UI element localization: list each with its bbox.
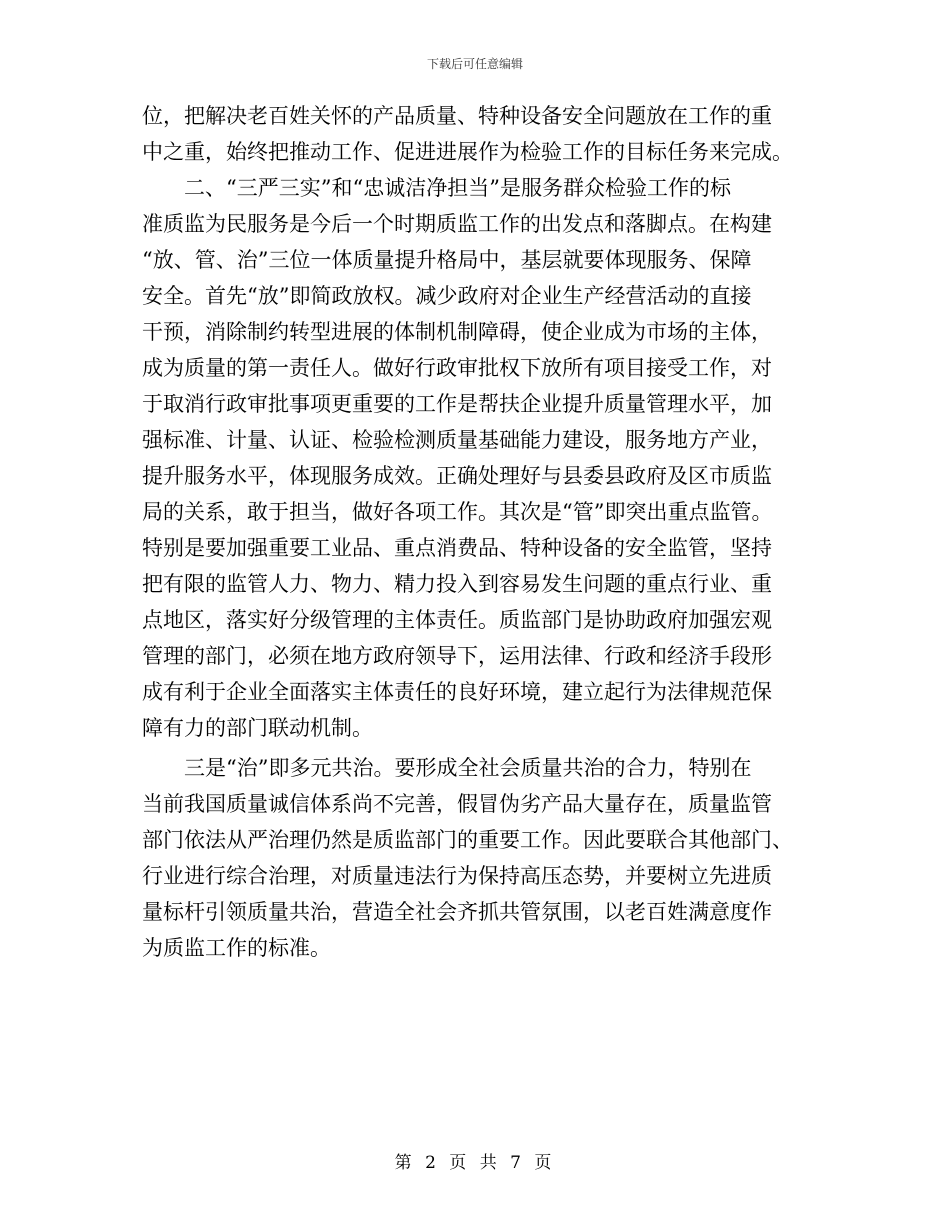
text-line: 把有限的监管人力、物力、精力投入到容易发生问题的重点行业、重 bbox=[142, 572, 772, 596]
text-line: 管理的部门，必须在地方政府领导下，运用法律、行政和经济手段形 bbox=[142, 644, 772, 668]
paragraph-3 bbox=[142, 750, 812, 966]
text-line: 成有利于企业全面落实主体责任的良好环境，建立起行为法律规范保 bbox=[142, 680, 772, 704]
paragraph-1 bbox=[142, 98, 812, 170]
text-line: 行业进行综合治理，对质量违法行为保持高压态势，并要树立先进质 bbox=[142, 864, 772, 888]
text-line: 三是“治”即多元共治。要形成全社会质量共治的合力，特别在 bbox=[184, 756, 752, 780]
text-line: 强标准、计量、认证、检验检测质量基础能力建设，服务地方产业， bbox=[142, 428, 772, 452]
text-line: 位，把解决老百姓关怀的产品质量、特种设备安全问题放在工作的重 bbox=[142, 104, 772, 128]
text-line: 二、“三严三实”和“忠诚洁净担当”是服务群众检验工作的标 bbox=[184, 176, 731, 200]
text-line: 局的关系，敢于担当，做好各项工作。其次是“管”即突出重点监管。 bbox=[142, 500, 773, 524]
text-line: 干预，消除制约转型进展的体制机制障碍，使企业成为市场的主体， bbox=[142, 320, 772, 344]
text-line: 成为质量的第一责任人。做好行政审批权下放所有项目接受工作，对 bbox=[142, 356, 772, 380]
text-line: 准质监为民服务是今后一个时期质监工作的出发点和落脚点。在构建 bbox=[142, 212, 772, 236]
text-line: 障有力的部门联动机制。 bbox=[142, 716, 373, 740]
text-line: 当前我国质量诚信体系尚不完善，假冒伪劣产品大量存在，质量监管 bbox=[142, 792, 772, 816]
text-line: 特别是要加强重要工业品、重点消费品、特种设备的安全监管，坚持 bbox=[142, 536, 772, 560]
text-line: 量标杆引领质量共治，营造全社会齐抓共管氛围，以老百姓满意度作 bbox=[142, 900, 772, 924]
document-body bbox=[142, 98, 812, 966]
text-line: 中之重，始终把推动工作、促进进展作为检验工作的目标任务来完成。 bbox=[142, 140, 793, 164]
text-line: 于取消行政审批事项更重要的工作是帮扶企业提升质量管理水平，加 bbox=[142, 392, 772, 416]
text-line: 部门依法从严治理仍然是质监部门的重要工作。因此要联合其他部门、 bbox=[142, 828, 793, 852]
page-number: 第 2 页 共 7 页 bbox=[394, 1153, 556, 1173]
text-line: 为质监工作的标准。 bbox=[142, 936, 331, 960]
paragraph-2 bbox=[142, 170, 812, 746]
text-line: “放、管、治”三位一体质量提升格局中，基层就要体现服务、保障 bbox=[142, 248, 752, 272]
text-line: 安全。首先“放”即简政放权。减少政府对企业生产经营活动的直接 bbox=[142, 284, 752, 308]
header-note: 下载后可任意编辑 bbox=[426, 57, 523, 71]
text-line: 提升服务水平，体现服务成效。正确处理好与县委县政府及区市质监 bbox=[142, 464, 772, 488]
text-line: 点地区，落实好分级管理的主体责任。质监部门是协助政府加强宏观 bbox=[142, 608, 772, 632]
